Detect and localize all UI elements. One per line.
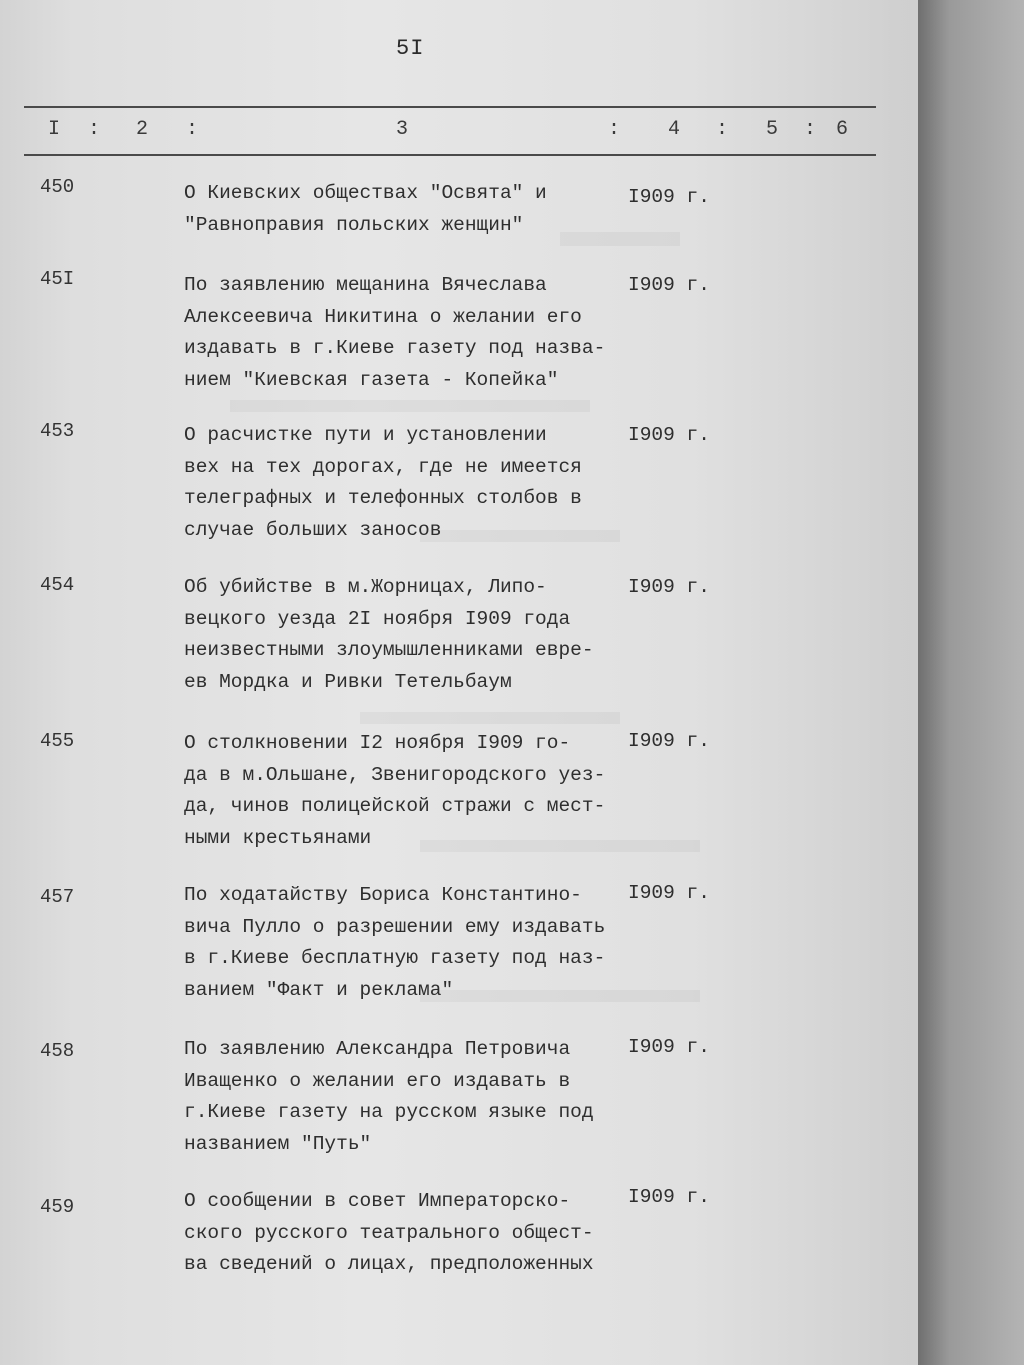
entry-line: телеграфных и телефонных столбов в bbox=[184, 487, 582, 509]
entry-number: 455 bbox=[40, 730, 75, 752]
column-header-4: 4 bbox=[668, 118, 681, 141]
entry-line: ев Мордка и Ривки Тетельбаум bbox=[184, 670, 512, 693]
entry-line: нием "Киевская газета - Копейка" bbox=[184, 368, 559, 391]
entry-line: О столкновении I2 ноября I909 го- bbox=[184, 732, 571, 754]
entry-line: Об убийстве в м.Жорницах, Липо- bbox=[184, 576, 547, 598]
column-separator: : bbox=[608, 118, 621, 141]
entry-line: в г.Киеве бесплатную газету под наз- bbox=[184, 947, 606, 969]
entry-line: О расчистке пути и установлении bbox=[184, 424, 547, 446]
entry-line: "Равноправия польских женщин" bbox=[184, 213, 524, 236]
entry-year: I909 г. bbox=[628, 274, 710, 296]
entry-description bbox=[184, 728, 654, 854]
entry-year: I909 г. bbox=[628, 424, 710, 446]
entry-line: По ходатайству Бориса Константино- bbox=[184, 884, 582, 906]
header-bottom-rule bbox=[24, 154, 876, 156]
entry-year: I909 г. bbox=[628, 576, 710, 598]
entry-number: 458 bbox=[40, 1040, 75, 1062]
entry-line: Алексеевича Никитина о желании его bbox=[184, 305, 582, 328]
entry-line: О сообщении в совет Императорско- bbox=[184, 1190, 571, 1212]
column-header-6: 6 bbox=[836, 118, 849, 141]
entry-line: Иващенко о желании его издавать в bbox=[184, 1069, 571, 1092]
entry-number: 450 bbox=[40, 176, 75, 198]
entry-line: да в м.Ольшане, Звенигородского уез- bbox=[184, 763, 606, 786]
entry-description bbox=[184, 1034, 654, 1160]
entry-line: ванием "Факт и реклама" bbox=[184, 978, 454, 1001]
column-separator: : bbox=[88, 118, 101, 141]
entry-line: названием "Путь" bbox=[184, 1132, 372, 1155]
entry-line: По заявлению Александра Петровича bbox=[184, 1038, 571, 1060]
entry-description bbox=[184, 178, 654, 241]
entry-line: издавать в г.Киеве газету под назва- bbox=[184, 337, 606, 359]
entry-number: 457 bbox=[40, 886, 75, 908]
entry-year: I909 г. bbox=[628, 1036, 710, 1058]
header-top-rule bbox=[24, 106, 876, 108]
column-separator: : bbox=[186, 118, 199, 141]
entry-line: случае больших заносов bbox=[184, 518, 442, 541]
entry-line: ского русского театрального общест- bbox=[184, 1221, 594, 1244]
entry-description bbox=[184, 1186, 654, 1281]
column-header-1: I bbox=[48, 118, 61, 141]
entry-description bbox=[184, 880, 654, 1006]
entry-year: I909 г. bbox=[628, 882, 710, 904]
entry-description bbox=[184, 420, 654, 546]
entry-line: да, чинов полицейской стражи с мест- bbox=[184, 795, 606, 817]
column-separator: : bbox=[716, 118, 729, 141]
entry-year: I909 г. bbox=[628, 1186, 710, 1208]
column-header-2: 2 bbox=[136, 118, 149, 141]
entry-line: вех на тех дорогах, где не имеется bbox=[184, 455, 582, 478]
column-header-3: 3 bbox=[396, 118, 409, 141]
entry-line: По заявлению мещанина Вячеслава bbox=[184, 274, 547, 296]
entry-year: I909 г. bbox=[628, 186, 710, 208]
entry-line: О Киевских обществах "Освята" и bbox=[184, 182, 547, 204]
entry-year: I909 г. bbox=[628, 730, 710, 752]
show-through-mark bbox=[360, 712, 620, 724]
entry-description bbox=[184, 572, 654, 698]
entry-line: неизвестными злоумышленниками евре- bbox=[184, 639, 594, 661]
entry-line: вича Пулло о разрешении ему издавать bbox=[184, 915, 606, 938]
page-number: 5I bbox=[396, 36, 425, 61]
show-through-mark bbox=[230, 400, 590, 412]
entry-number: 453 bbox=[40, 420, 75, 442]
entry-line: ными крестьянами bbox=[184, 826, 372, 849]
entry-number: 459 bbox=[40, 1196, 75, 1218]
entry-line: ва сведений о лицах, предположенных bbox=[184, 1253, 594, 1275]
background-edge bbox=[918, 0, 1024, 1365]
entry-line: вецкого уезда 2I ноября I909 года bbox=[184, 607, 571, 630]
entry-description bbox=[184, 270, 654, 396]
column-separator: : bbox=[804, 118, 817, 141]
entry-number: 454 bbox=[40, 574, 75, 596]
page-shadow bbox=[880, 0, 920, 1365]
column-header-5: 5 bbox=[766, 118, 779, 141]
entry-line: г.Киеве газету на русском языке под bbox=[184, 1101, 594, 1123]
entry-number: 45I bbox=[40, 268, 75, 290]
